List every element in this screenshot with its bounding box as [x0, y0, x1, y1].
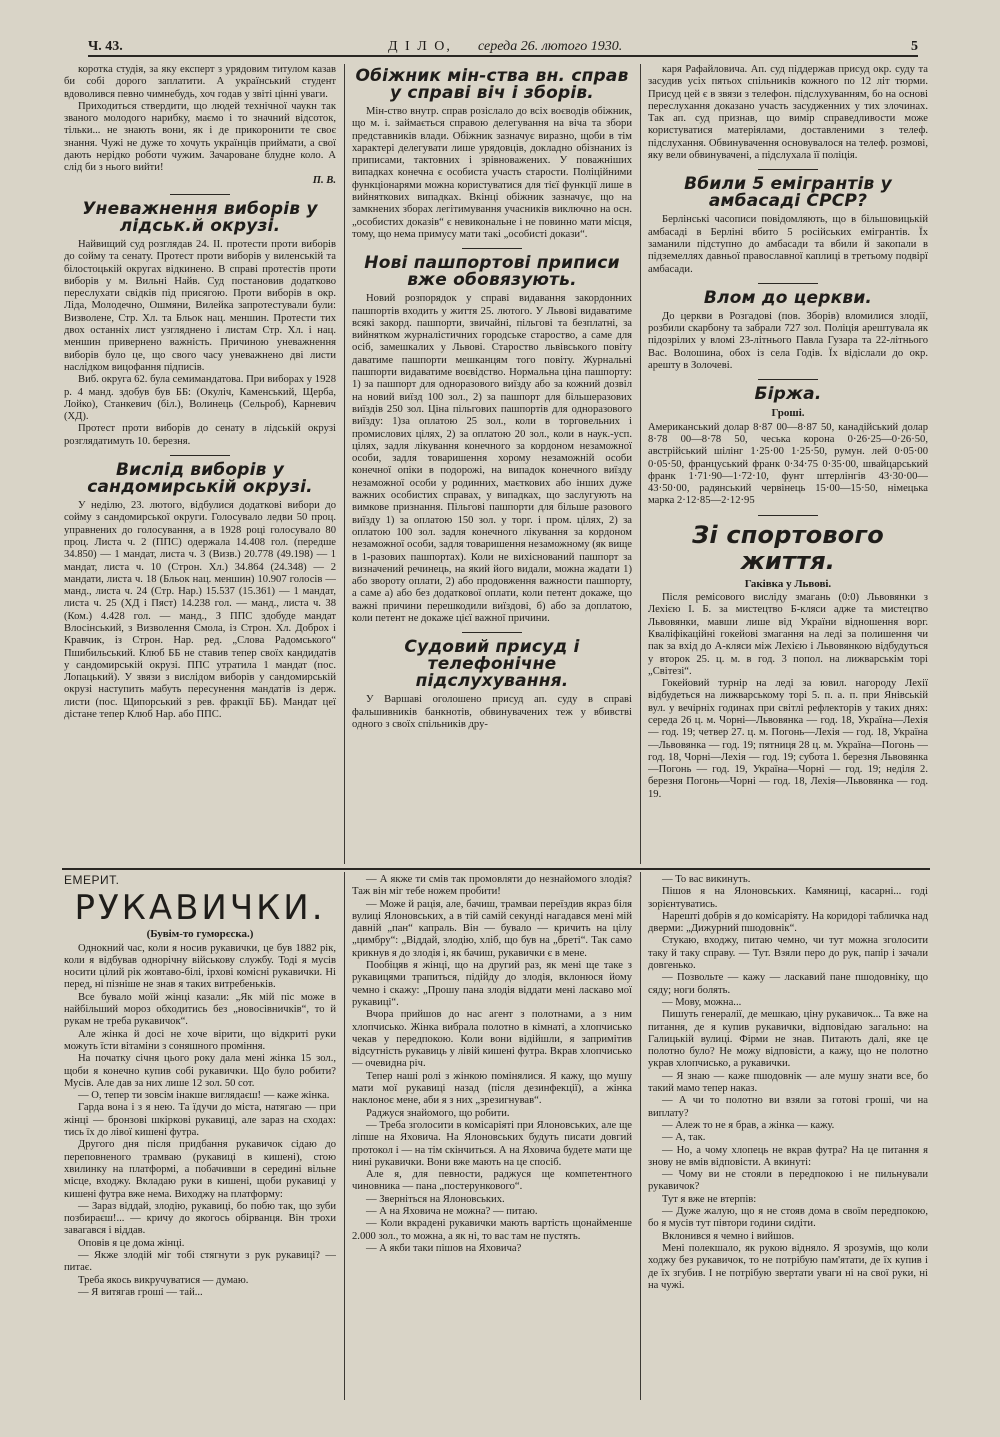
- story-paragraph: Гарда вона і з я нею. Та їдучи до міста, натягаю — при жінці — бронзові шкіркові рукавиці, але зараз на сходах: тись їх до лівої кишені футра.: [64, 1102, 336, 1139]
- feuilleton-rule: [62, 868, 930, 870]
- story-paragraph: — Я знаю — каже пшодовнік — але мушу знати все, бо такий мамо тепер наказ.: [648, 1070, 928, 1095]
- story-paragraph: Раджуся знайомого, що робити.: [366, 1107, 510, 1119]
- story-paragraph: — А на Яховича не можна? — питаю.: [366, 1206, 538, 1218]
- section-rule: [758, 379, 818, 380]
- story-paragraph: — То вас викинуть.: [662, 874, 751, 885]
- column-divider-4: [640, 872, 641, 1400]
- story-paragraph: — Зараз віддай, злодію, рукавиці, бо побю так, що зуби позбираєш!... — кричу до якогось обірванця. Він трохи завагався і віддав.: [64, 1200, 336, 1237]
- article-headline: Вислід виборів у сандомирській окрузі.: [87, 460, 313, 498]
- article-headline: Біржа.: [754, 384, 822, 405]
- section-rule: [758, 169, 818, 170]
- story-paragraph: — Може й рація, але, бачиш, трамваи переїздив якраз біля вулиці Ялоновських, а в тій самій секунді нагадався мені мій давній „пан“ капраль. Він — бувало — кричить на цілу „цимбру“: „Віддай, злодію, хліб, що був на „бреті“. Так само крикнув я до злодія і, як бачиш, рукавички є в мене.: [352, 898, 632, 959]
- feuilleton-subtitle: (Бувім-то гуморєска.): [146, 928, 254, 941]
- story-paragraph: Однокний час, коли я носив рукавички, це був 1882 рік, коли я відбував однорічну військову службу. Тоді я мусів носити цілий рік жовтаво-білі, ірхові комісні рукавички. Ні перед, ні пізніше не знав я таких витребеньків.: [64, 942, 336, 991]
- article-paragraph: У неділю, 23. лютого, відбулися додаткові вибори до сойму з сандомирської округи. Голосувало ледви 50 проц. управнених до голосування, а в 1928 році голосувало 80 проц. Листа ч. 2 (ППС) одержала 14.408 гол. (передше 34.850) — 1 мандат, листа ч. 3 (Визв.) 20.778 (49.198) — 1 мандат, листа ч. 10 (Строн. Хл.) 34.864 (24.348) — 2 мандати, листа ч. 18 (Бльок нац. меншин) 10.907 голосів — манд., листа ч. 24 (Стр. Нар.) 15.537 (15.361) — 1 мандат, листа ч. 25 (ХД і Пяст) 14.238 гол. — манд., листа ч. 38 (Ком.) 4.428 гол. — манд., З ППС здобуде мандат Влосінський, з Визволення Смола, із Строн. Хл. Доброх і Кравчик, із Строн. Нар. ред. „Слова Радомського“ Пшибильський. Клюб ББ не ставив тепер своїх кандидатів у сандомирській окрузі. ППС утратила 1 мандат (пос. Лопацький). У звязи з вислідом виборів у сандомирській окрузі наступить мабуть пересунення мандатів із держ. листи (пос. Щипорський з рев. фракції ББ). Мандат цеї дістане тепер Клюб Нар. або ППС.: [64, 500, 336, 721]
- column-2: [352, 64, 632, 864]
- newspaper-title: Д І Л О,: [388, 39, 452, 54]
- article-headline: Зі спортового життя.: [692, 520, 884, 575]
- feuilleton-column-3: [648, 874, 928, 1398]
- story-paragraph: Вчора прийшов до нас агент з полотнами, а з ним хлопчисько. Жінка вибрала полотно в кімнаті, а хлопчисько чекав у передпокою. Коли вони відійшли, я запримітив відсутність рукавиць у лівій кишені футра. Вкрав хлопчисько — очевидна річ.: [352, 1009, 632, 1070]
- story-paragraph: — О, тепер ти зовсім інакше виглядаєш! — каже жінка.: [78, 1090, 330, 1102]
- article-headline: Нові пашпортові приписи вже обовязують.: [364, 253, 620, 291]
- story-paragraph: — Чому ви не стояли в передпокою і не пильнували рукавичок?: [648, 1169, 928, 1193]
- story-paragraph: На початку січня цього року дала мені жінка 15 зол., щоби я конечно купив собі рукавички. Що було робити? Мусів. Але дав за них лише 12 зол. 50 сот.: [64, 1053, 336, 1089]
- article-headline: Вбили 5 емігрантів у амбасаді СРСР?: [684, 174, 892, 212]
- page-header: [88, 36, 918, 58]
- article-paragraph: Гокейовий турнір на леді за ювил. нагороду Лехії відбудеться на лижварському торі 5. п. а. п. при Янівській вул. у вечірніх годинах при світлі рефлекторів у таких днях: середа 26 ц. м. Чорні—Львовянка — год. 18, Україна—Лехія — год. 19; четвер 27. ц. м. Погонь—Лехія — год. 18, Україна—Львовянка — год. 19; пятниця 28 ц. м. Україна—Погонь — год. 18, Чорні—Лехія — год. 19; субота 1. березня Львовянка—Погонь — год. 19, Україна—Чорні — год. 19; неділя 2. березня Погонь—Чорні — год. 18, Лехія—Львовянка — год. 19.: [648, 678, 928, 800]
- section-rule: [462, 632, 522, 633]
- feuilleton-column-2: [352, 874, 632, 1398]
- article-paragraph: Мін-ство внутр. справ розіслало до всіх воєводів обіжник, що м. і. займається справою делегування на віча та збори представників влади. Обіжник зазначує виразно, щоби в тім характері делегувати лише урядовців, докладно обізнаних із приписами, тактовних і зрівноважених. У поважніших випадках конечна є особиста участь старости. Поліційними функціонарями можна користуватися для тієї функції лише в вийняткових випадках. Вкінці обіжник зазначує, що на замкнених зборах легітимування учасників виключно на осн. „особистих доказів“ є невикональне і не повинно мати місця, тому, що нема примусу мати такі „особисті докази“.: [352, 106, 632, 240]
- story-paragraph: — А якже ти смів так промовляти до незнайомого злодія? Таж він міг тебе ножем пробити!: [352, 874, 632, 898]
- story-paragraph: — А чи то полотно ви взяли за готові гроші, чи на виплату?: [648, 1095, 928, 1119]
- article-headline: Влом до церкви.: [703, 287, 873, 308]
- issue-date: середа 26. лютого 1930.: [478, 39, 623, 54]
- section-rule: [758, 515, 818, 516]
- article-paragraph: У Варшаві оголошено присуд ап. суду в справі фальшивників банкнотів, обвинувачених теж у вбивстві одного з своїх спільників дру-: [352, 694, 632, 730]
- section-rule: [170, 455, 230, 456]
- article-paragraph: Берлінські часописи повідомляють, що в більшовицькій амбасаді в Берліні вбито 5 російських емігрантів. Їх заманили підступно до амбасади та вбили й закопали в підземеллях давньої православної каплиці в третьому подвірї амбасади.: [648, 214, 928, 275]
- column-1: [64, 64, 336, 864]
- story-paragraph: — Но, а чому хлопець не вкрав футра? На це питання я знову не вмів відповісти. А вкинуті:: [648, 1144, 928, 1168]
- intro-paragraph: Приходиться ствердити, що людей технічної чаукн так званого молодого нарибку, маємо і то значний відсоток, тільки... не знають вони, як і де прикорoнити те своє знання. Чужі не дуже то хочуть українців приймати, а свої дають нерідко роботи чужим. Зачароване блудне коло. А слід би з нього вийти!: [64, 100, 336, 174]
- page-number: 5: [911, 39, 918, 54]
- author-signature: П. В.: [312, 174, 336, 186]
- article-subheading: Гаківка у Львові.: [744, 577, 832, 590]
- article-headline: Судовий присуд і телефонічне підслухування.: [404, 637, 580, 692]
- section-rule: [758, 283, 818, 284]
- exchange-rates: Американський долар 8·87 00—8·87 50, канадійський долар 8·78 00—8·78 50, чеська корона 0·26·25—0·26·50, австрійський шілінг 1·25·00 1·25·50, румун. лей 0·05·00 0·05·50, француський франк 0·34·75 0·35·00, швайцарський франк 1·71·90—1·72·10, фунт штерлінгів 43·30·00—43·50·00, радянський червінець 15·00—15·50, німецька марка 2·12·85—2·12·95: [648, 421, 928, 507]
- column-divider-2: [640, 64, 641, 864]
- story-paragraph: Тепер наші ролі з жінкою помінялися. Я кажу, що мушу мати мої рукавиці назад (після дезинфекції), а жінка наклоноє мене, аби я з них „зрезигнував“.: [352, 1070, 632, 1107]
- issue-number: Ч. 43.: [88, 39, 123, 54]
- story-paragraph: Вклонився я чемно і вийшов.: [662, 1230, 795, 1242]
- section-rule: [462, 248, 522, 249]
- story-paragraph: — А якби таки пішов на Яховича?: [366, 1242, 522, 1254]
- header-rule: [88, 55, 918, 57]
- story-paragraph: — Я витягав гроші — тай...: [78, 1286, 203, 1298]
- feuilleton-title: РУКАВИЧКИ.: [74, 888, 326, 929]
- article-paragraph: Виб. округа 62. була семимандатова. При виборах у 1928 р. 4 манд. здобув був ББ: (Окуліч, Каменський, Щерба, Лойко), Станкевич (біл.), Волинець (Сельроб), Карневич (ХД).: [64, 374, 336, 423]
- story-paragraph: Все бувало моїй жінці казали: „Як мій піс може в найбільший мороз обходитись без „новосівничків“, то й рукам не треба рукавичок“.: [64, 991, 336, 1028]
- story-paragraph: Тут я вже не втерпів:: [662, 1193, 757, 1205]
- feuilleton-column-1: [64, 874, 336, 1398]
- story-paragraph: — Якже злодій міг тобі стягнути з рук рукавиці? — питає.: [64, 1250, 336, 1274]
- article-paragraph: Новий розпорядок у справі видавання закордонних пашпортів входить у життя 25. лютого. У Львові видаватиме всякі закорд. пашпорти, звичайні, пільгові та безплатні, за вийнятком журналістичних городське староство, а саме для осіб, замешкалих у Львові. Староство львівського повіту даватиме пашпорти мешканцям того повіту. Журнальні пашпорти видаватиме воєвідство. Нормальна ціна пашпорту: 1) за пашпорт для одноразового виїзду або за кожний дозвіл на новий виїзд 100 зол., 2) за пашпорт для більшеразових виїздів 250 зол. Ціна пільгових пашпортів для одноразового виїзду: 1)за оплатою 25 зол., коли в торговельних і промислових цілях, 2) за оплатою 20 зол., коли в наук.-усп. цілях, задля лікування конечного за кордоном незаможної особи, задля товаришення хорому незаможній особи конечної опіки в подорожі, на випадок конечного виїзду незаможної особи у родинних, маєткових або інших дуже важних особистих справах, у випадках, що заслугують на вимкове признання. Пільгові пашпорти для більше разового виїзду 1) за оплатою 150 зол. у торг. і пром. цілях, 2) за оплатою 100 зол. задля конечного лікування за кордоном незаможної особи, задля товаришення незаможному (як вище в 1-разових пашпортах). Коли не вихіснований пашпорт за визначений речинець, на який його видали, можна жадати 1) або звороту оплати, 2) або продовження важности пашпорту, а саме а) або без додаткової оплати, коли петент докаже, що важні причини перешкодили виїздові, б) або за доплатою, коли петент не докаже цієї важної причини.: [352, 293, 632, 624]
- story-paragraph: Стукаю, входжу, питаю чемно, чи тут можна зголосити таку й таку справу. — Тут. Взяли перо до рук, папір і зачали довгенько.: [648, 935, 928, 972]
- column-3: [648, 64, 928, 864]
- story-paragraph: — А, так.: [662, 1132, 706, 1144]
- story-paragraph: — Позвольте — кажу — ласкавий пане пшодовніку, що сяду; ноги болять.: [648, 972, 928, 996]
- story-paragraph: Але жінка й досі не хоче вірити, що відкриті руки можуть їсти вітаміни з соняшного проміння.: [64, 1028, 336, 1052]
- story-paragraph: — Дуже жалую, що я не стояв дома в своїм передпокою, бо я мусів тут півтори години сидіти.: [648, 1206, 928, 1230]
- story-paragraph: Нарешті добрів я до комісаріяту. На коридорі табличка над дверми: „Дижурний пшодовнік“.: [648, 910, 928, 935]
- article-subheading: Гроші.: [771, 407, 805, 420]
- article-paragraph: До церкви в Розгадові (пов. Зборів) вломилися злодії, розбили скарбону та забрали 727 зол. Поліція арештувала як підозрілих у вломі 23-літнього Павла Гузара та 22-літнього Вас. Волошина, обох із села Годів. Їх відіслали до окр. арешту в Золочеві.: [648, 310, 928, 372]
- article-paragraph: каря Рафайловича. Ап. суд піддержав присуд окр. суду та засудив усіх пятьох спільників кожного по 12 літ тюрми. Присуд цей є в звязи з телефон. підслухуванням, бо на основі переслухання доказано участь засудженних у тих злочинах. Так ап. суд признав, що вимір справедливости може користуватися матеріялами, доставленими з телеф. підслухання. Обвинувачення основувалося на телеф. розмові, яку вели обвинувачені, а підслухала її поліція.: [648, 64, 928, 162]
- section-rule: [170, 194, 230, 195]
- story-paragraph: Пишуть генералії, де мешкаю, ціну рукавичок... Та вже на питання, де я купив рукавички, відповідаю загально: на Галицькій вулиці. Фірми не знав. Питають далі, яке це полотно було? Не можу відповісти, а кажу, що не полотно украв хлопчисько, а рукавички.: [648, 1009, 928, 1070]
- column-divider-1: [344, 64, 345, 864]
- story-paragraph: — Зверніться на Ялоновських.: [366, 1193, 505, 1205]
- story-paragraph: Другого дня після придбання рукавичок сідаю до переповненого трамваю (рукавиці в кишені), стою хвилинку на платформі, а побачивши в середині вільне місце, входжу. Вкладаю руки в кишені, щоби рукавиці у кишені футра вже нема. Виходжу на платформу:: [64, 1139, 336, 1200]
- story-paragraph: Пообіцяв я жінці, що на другий раз, як мені ще таке з рукавицями трапиться, підійду до злодія, вклонюся йому чемно і скажу: „Прошу пана злодія віддати мені ласкаво мої рукавиці“.: [352, 960, 632, 1008]
- story-paragraph: Мені полекшало, як рукою відняло. Я зрозумів, що коли ходжу без рукавичок, то не потрібую пам'ятати, де їх купив і де їх згубив. І не потрібую звертати уваги ні на свої руки, ні на чужі.: [648, 1242, 928, 1291]
- story-paragraph: Але я, для певности, раджуся ще компетентного чиновника — пана „постерункового“.: [352, 1169, 632, 1193]
- story-paragraph: — Алеж то не я брав, а жінка — кажу.: [662, 1119, 835, 1131]
- article-paragraph: Протест проти виборів до сенату в лідській окрузі розглядатимуть 10. березня.: [64, 423, 336, 447]
- story-paragraph: Пішов я на Ялоновських. Камяниці, касарні... годі зорієнтуватись.: [648, 886, 928, 910]
- article-paragraph: Після ремісового висліду змагань (0:0) Львовянки з Лехією І. Б. за мистецтво Б-кляси адже та мистецтво Львовянки, мавши лише від України відношення ворг. Кваліфікаційні гокейові змагання на леді за полишення чи пак за вхід до А-кляси між Лехією і Львовянкою відбудуться у второк 25. ц. м. в год. 3 попол. на лижварськім торі „Світезі“.: [648, 592, 928, 677]
- story-paragraph: — Треба зголосити в комісаріяті при Ялоновських, але ще ліпше на Яховича. На Ялоновських будуть писати довгий протокол і — на тім скінчиться. А на Яховича будете мати ще нині рукавички. Вони вже мають на це спосіб.: [352, 1119, 632, 1168]
- intro-paragraph: короткa студія, за яку експерт з урядовим титулом казав би собі дорого заплатити. А український студент вдоволився певно чимнебудь, хоч годав у звіті цінні уваги.: [64, 64, 336, 100]
- article-headline: Уневажнення виборів у лідськ.й окрузі.: [82, 198, 318, 236]
- article-headline: Обіжник мін-ства вн. справ у справі віч і зборів.: [355, 66, 629, 103]
- article-paragraph: Найвищий суд розглядав 24. II. протести проти виборів до сойму та сенату. Протест проти виборів у виленській та білостоцькій округах відкинено. В справі протестів проти виборів у м. Вильні Найв. Суд постановив додатково переслухати свідків під присягою. Проти виборів в окр. Ліда, Молодечно, Ошмяни, Вилейка запротестували були: Визволене, Стр. Хл. та Бльок нац. меншин. Протести тих двох останніх лист узглядненo і листам Стр. Хл. і нац. меншин привернено важність. Причиною уневажнення виборів було це, що свого часу уневажнено дві листи наслідком вицофання підписів.: [64, 238, 336, 373]
- column-divider-3: [344, 872, 345, 1400]
- story-paragraph: Треба якось викручуватися — думаю.: [78, 1274, 249, 1286]
- story-paragraph: — Коли вкрадені рукавички мають вартість щонайменше 2.000 зол., то можна, а як ні, то вас там не пустять.: [352, 1218, 632, 1242]
- story-paragraph: — Мову, можна...: [662, 996, 742, 1008]
- story-paragraph: Оповів я це дома жінці.: [78, 1237, 185, 1249]
- feuilleton-author: ЕМЕРИТ.: [64, 874, 120, 887]
